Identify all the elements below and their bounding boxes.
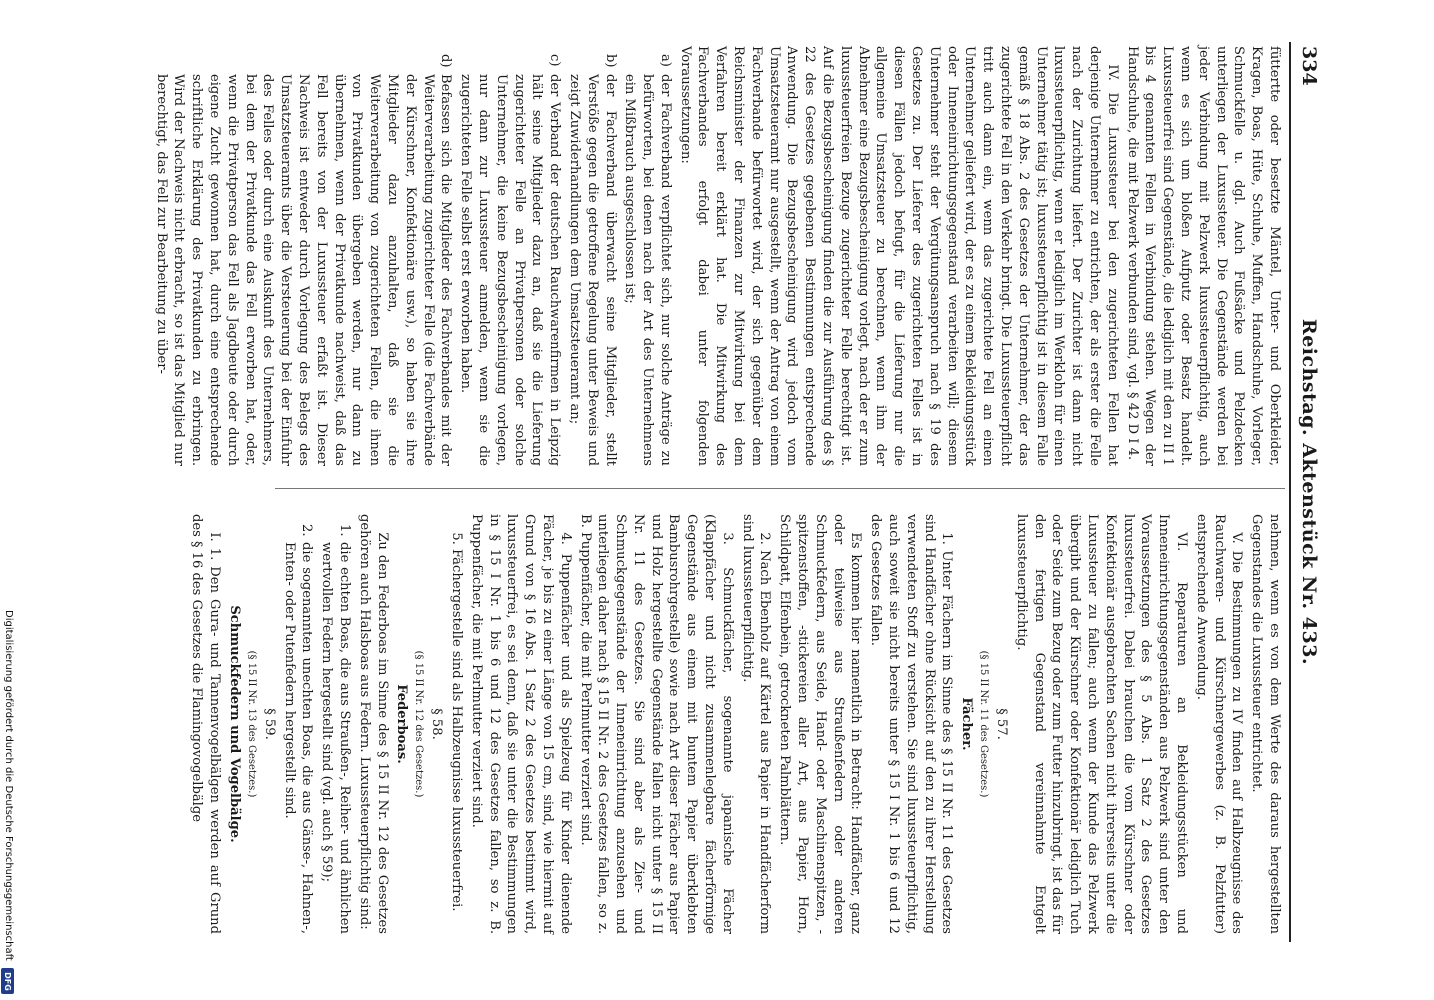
list-item [456,46,563,466]
list-item-text: der Fachverband verpflichtet sich, nur solche Anträge zu befürworten, bei denen nach der Art des Unternehmens ein Mißbrauch ausgeschlossen ist; [622,74,673,466]
document-page [153,42,1320,942]
dfg-logo [1,968,14,994]
list-item [317,514,353,934]
section-number: § 57. [994,708,1010,740]
list-item [621,46,674,466]
section-reference: (§ 15 II Nr. 11 des Gesetzes.) [978,650,990,798]
page-header [1293,42,1320,942]
section-reference: (§ 15 II Nr. 12 des Gesetzes.) [413,650,425,798]
list-marker: 1. [336,524,352,537]
paragraph: 2. Nach Ebenholz auf Kärtel aus Papier in Handfächerform sind luxussteuerpflichtig. [739,514,773,934]
list-marker: a) [657,54,673,67]
paragraph: IV. Die Luxussteuer bei den zugerichteten Fellen hat derjenige Unternehmer zu entrichten, der als erster die Felle nach der Zurichtung liefert. Der Zurichter ist dann nicht luxussteuerpflichtig, wenn er lediglich im Werklohn für einen Unternehmer tätig ist; luxussteuerpflichtig ist in diesem Falle gemäß § 18 Abs. 2 des Gesetzes der Unternehmer, der das zugerichtete Fell in den Verkehr bringt. Die Luxussteuerpflicht tritt auch dann ein, wenn das zugerichtete Fell an einen Unternehmer geliefert wird, der es zu einem Bekleidungsstück oder Inneneinrichtungsgegenstand verarbeiten will; diesem Unternehmer steht der Vergütungsanspruch nach § 19 des Gesetzes zu. Der Lieferer des zugerichteten Felles ist in diesen Fällen jedoch befugt, für die Lieferung nur die allgemeine Umsatzsteuer zu berechnen, wenn ihm der Abnehmer eine Bezugsbescheinigung vorlegt, nach der er zum luxussteuerfreien Bezuge zugerichteter Felle berechtigt ist. Auf die Bezugsbescheinigung finden die zur Ausführung des § 22 des Gesetzes gegebenen Bestimmungen entsprechende Anwendung. Die Bezugsbescheinigung wird jedoch vom Umsatzsteueramt nur ausgestellt, wenn der Antrag von einem Fachverbande befürwortet wird, der sich gegenüber dem Reichsminister der Finanzen zur Mitwirkung bei dem Verfahren bereit erklärt hat. Die Mitwirkung des Fachverbandes erfolgt dabei unter folgenden Voraussetzungen: [677,46,1120,466]
list-item [280,514,316,934]
list-item-text: die echten Boas, die aus Straußen-, Reiher- und ähnlichen wertvollen Federn hergestellt sind (vgl. auch § 59); [319,542,352,934]
section-title: Fächer. [959,697,975,751]
paragraph: VI. Reparaturen an Bekleidungsstücken und Inneneinrichtungsgegenständen aus Pelzwerk sind unter den Voraussetzungen des § 5 Abs. 1 Satz 2 des Gesetzes luxussteuerfrei. Dabei brauchen die vom Kürschner oder Konfektionär ausgebrachten Sachen nicht ihrerseits unter die Luxussteuer zu fallen; auch wenn der Kunde das Pelzwerk übergibt und der Kürschner oder Konfektionär lediglich Tuch oder Seide zum Bezug oder zum Futter hinzubringt, ist das für den fertigen Gegenstand vereinnahmte Entgelt luxussteuerpflichtig. [1013,514,1190,934]
section-title: Federboas. [394,684,410,764]
section-title: Schmuckfedern und Vogelbälge. [226,605,242,843]
paragraph: 3. Schmuckfächer, sogenannte japanische Fächer (Klappfächer und nicht zusammenlegbare fächerförmige Gegenstände aus einem mit buntem Papier überklebten Bambusrohrgestelle) sowie nach Art dieser Fächer aus Papier und Holz hergestellte Gegenstände fallen nicht unter § 15 II Nr. 11 des Gesetzes. Sie sind aber als Zier- und Schmuckgegenstände der Inneneinrichtung anzusehen und unterliegen daher nach § 15 II Nr. 2 des Gesetzes fallen, so z. B. Puppenfächer, die mit Perlmutter verziert sind. [577,514,735,934]
section-number: § 59. [261,708,277,740]
list-marker: d) [438,54,454,68]
list-item-text: der Fachverband überwacht seine Mitglieder, stellt Verstöße gegen die getroffene Regelung unter Beweis und zeigt Zuwiderhandlungen dem Umsatzsteueramt an; [566,74,618,466]
list-marker: 2. [299,524,315,537]
list-marker: b) [602,54,618,68]
header-rule [1289,42,1291,942]
paragraph: 1. Unter Fächern im Sinne des § 15 II Nr. 11 des Gesetzes sind Handfächer ohne Rücksicht auf den zu ihrer Herstellung verwendeten Stoff zu verstehen. Sie sind luxussteuerpflichtig, auch soweit sie nicht bereits unter § 15 I Nr. 1 bis 6 und 12 des Gesetzes fallen. [868,514,955,934]
paragraph: 5. Fächergestelle sind als Halbzeugnisse luxussteuerfrei. [448,532,464,912]
left-column [150,46,1283,466]
list-item-text: die sogenannten unechten Boas, die aus Gänse-, Hahnen-, Enten- oder Putenfedern hergestellt sind. [281,542,315,934]
list-item-text: der Verband der deutschen Rauchwarenfirmen in Leipzig hält seine Mitglieder dazu an, daß sie die Lieferung zugerichteter Felle an Privatpersonen oder solche Unternehmer, die keine Bezugsbescheinigung vorlegen, nur dann zur Luxussteuer anmelden, wenn sie die zugerichteten Felle selbst erst erworben haben. [458,74,563,466]
list-item [152,46,455,466]
list-item-text: Befassen sich die Mitglieder des Fachverbandes mit der Weiterverarbeitung zugerichteter Felle (die Fachverbände der Kürschner, Konfektionäre usw.), so haben sie ihre Mitglieder dazu anzuhalten, daß sie die Weiterverarbeitung von zugerichteten Fellen, die ihnen von Privatkunden übergeben werden, nur dann zu übernehmen, wenn der Privatkunde nachweist, daß das Fell bereits von der Luxussteuer erfaßt ist. Dieser Nachweis ist entweder durch Vorlegung des Belegs des Umsatzsteueramts über die Versteuerung bei der Einfuhr des Felles oder durch eine Auskunft des Unternehmers, bei dem der Privatkunde das Fell erworben hat, oder, wenn die Privatperson das Fell als Jagdbeute oder durch eigene Zucht gewonnen hat, durch eine entsprechende schriftliche Erklärung des Privatkunden zu erbringen. Wird der Nachweis nicht erbracht, so ist das Mitglied nur berechtigt, das Fell zur Bearbeitung zu über- [153,74,454,466]
section-number: § 58. [429,708,445,740]
dfg-logo-text: DFG [3,971,13,991]
paragraph: Es kommen hier namentlich in Betracht: Handfächer, ganz oder teilweise aus Straußenfedern oder anderen Schmuckfedern, aus Seide, Hand- oder Maschinenspitzen, -spitzenstoffen, -stickereien aller Art, aus Papier, Horn, Schildpatt, Elfenbein, getrockneten Palmblättern. [777,514,864,934]
credit-text: Digitalisierung gefördert durch die Deutsche Forschungsgemeinschaft [3,610,14,961]
paragraph: Zu den Federboas im Sinne des § 15 II Nr. 12 des Gesetzes gehören auch Halsboas aus Federn. Luxussteuerpflichtig sind: [356,514,390,934]
paragraph: nehmen, wenn es von dem Werte des daraus hergestellten Gegenstandes die Luxussteuer entrichtet. [1249,514,1282,934]
digitization-credit [1,610,15,990]
paragraph: I. 1. Den Gura- und Tannenvogelbälgen werden auf Grund des § 16 des Gesetzes die Flamingovogelbälge [189,514,223,934]
list-item [565,46,618,466]
list-marker: c) [547,54,563,67]
running-head: Reichstag. Aktenstück Nr. 433. [1298,318,1320,666]
right-column [186,514,1283,934]
paragraph: 4. Puppenfächer und als Spielzeug für Kinder dienende Fächer, je bis zu einer Länge von 15 cm, sind, wie hiermit auf Grund von § 16 Abs. 1 Satz 2 des Gesetzes bestimmt wird, luxussteuerfrei, es sei denn, daß sie unter die Bestimmungen in § 15 I Nr. 1 bis 6 und 12 des Gesetzes fallen, so z. B. Puppenfächer, die mit Perlmutter verziert sind. [468,514,573,934]
section-reference: (§ 15 II Nr. 13 des Gesetzes.) [245,650,257,798]
paragraph: füttertte oder besetzte Mäntel, Unter- und Oberkleider, Kragen, Boas, Hüte, Schuhe, Muffen, Handschuhe, Vorleger, Schmuckfelle u. dgl. Auch Fußsäcke und Pelzdecken unterliegen der Luxussteuer. Die Gegenstände werden bei jeder Verbindung mit Pelzwerk luxussteuerpflichtig, auch wenn es sich um bloßen Aufputz oder Besatz handelt. Luxussteuerfrei sind Gegenstände, die lediglich mit den zu II 1 bis 4 genannten Fellen in Verbindung stehen. Wegen der Handschuhe, die mit Pelzwerk verbunden sind, vgl. § 42 D I 4. [1124,46,1282,466]
paragraph: V. Die Bestimmungen zu IV finden auf Halbzeugnisse des Rauchwaren- und Kürschnergewerbes (z. B. Pelzfutter) entsprechende Anwendung. [1193,514,1245,934]
column-divider [275,488,1285,489]
page-number: 334 [1298,46,1320,86]
